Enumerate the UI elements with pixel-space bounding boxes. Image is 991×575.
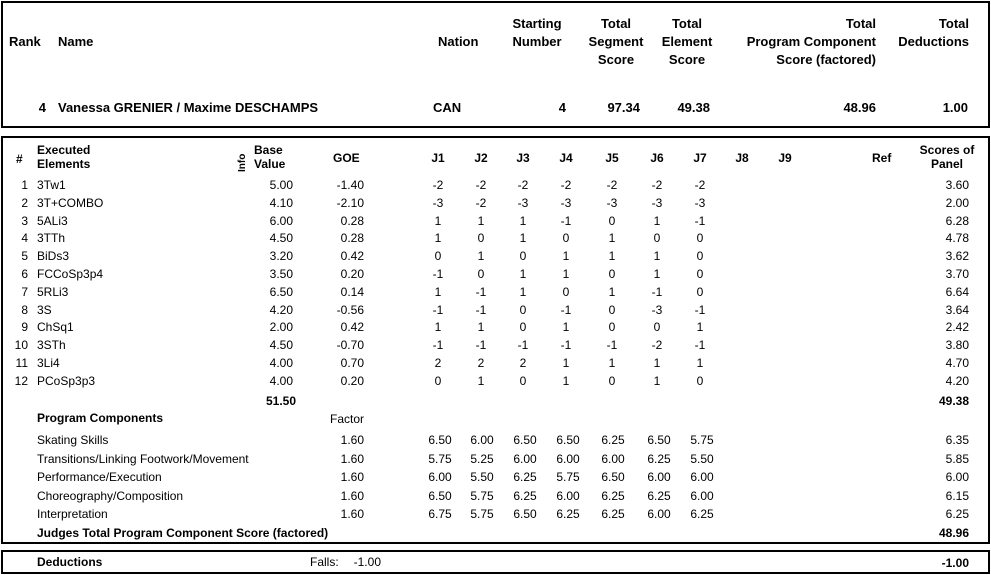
element-judge-score: 1 bbox=[653, 356, 661, 370]
header-deductions: Total Deductions bbox=[898, 16, 969, 49]
element-judge-score: -1 bbox=[475, 302, 487, 317]
element-panel-score: 3.62 bbox=[945, 249, 969, 264]
element-judge-score: 1 bbox=[562, 320, 570, 335]
element-judge-score: -1 bbox=[475, 338, 487, 353]
col-j3: J3 bbox=[516, 151, 530, 165]
element-judge-score: -2 bbox=[517, 178, 529, 192]
element-goe: 0.28 bbox=[340, 231, 364, 246]
element-goe: -1.40 bbox=[336, 178, 364, 192]
program-components-factor: Factor bbox=[330, 412, 365, 426]
element-judge-score: -2 bbox=[651, 178, 663, 192]
component-judge-score: 6.25 bbox=[601, 507, 625, 522]
component-judge-score: 6.50 bbox=[513, 433, 537, 447]
element-judge-score: 1 bbox=[562, 356, 570, 370]
component-panel-score: 6.15 bbox=[945, 488, 969, 503]
element-judge-score: -1 bbox=[432, 302, 444, 317]
element-judge-score: -1 bbox=[432, 338, 444, 353]
element-judge-score: -3 bbox=[694, 195, 706, 210]
component-judge-score: 6.25 bbox=[513, 470, 537, 485]
element-judge-score: 1 bbox=[434, 213, 442, 228]
header-element-score: Total Element Score bbox=[661, 16, 713, 67]
element-judge-score: 0 bbox=[608, 320, 616, 335]
header-starting-number: Starting Number bbox=[512, 16, 562, 49]
element-judge-score: 1 bbox=[696, 356, 704, 370]
program-components-title: Program Components bbox=[37, 411, 164, 425]
component-judge-score: 6.00 bbox=[513, 451, 537, 466]
element-code: 3Tw1 bbox=[37, 178, 66, 192]
component-judge-score: 6.00 bbox=[647, 470, 671, 485]
element-judge-score: -2 bbox=[432, 178, 444, 192]
element-judge-score: 1 bbox=[562, 249, 570, 264]
deductions-total: -1.00 bbox=[941, 556, 969, 570]
element-judge-score: -1 bbox=[694, 302, 706, 317]
falls-label: Falls: bbox=[310, 555, 339, 569]
element-number: 9 bbox=[21, 320, 28, 335]
component-judge-score: 6.75 bbox=[428, 507, 452, 522]
element-code: BiDs3 bbox=[37, 249, 70, 264]
element-judge-score: 2 bbox=[477, 356, 485, 370]
element-judge-score: -1 bbox=[560, 338, 572, 353]
element-judge-score: -1 bbox=[694, 213, 706, 228]
element-panel-score: 6.28 bbox=[945, 213, 969, 228]
component-judge-score: 6.50 bbox=[556, 433, 580, 447]
col-j8: J8 bbox=[735, 151, 749, 165]
element-code: 3S bbox=[37, 302, 52, 317]
component-judge-score: 6.00 bbox=[556, 488, 580, 503]
component-judge-score: 5.75 bbox=[470, 507, 494, 522]
element-judge-score: 0 bbox=[696, 267, 704, 281]
header-segment-score: Total Segment Score bbox=[588, 16, 644, 67]
element-judge-score: -2 bbox=[475, 178, 487, 192]
element-judge-score: 0 bbox=[696, 373, 704, 388]
col-j5: J5 bbox=[605, 151, 619, 165]
component-judge-score: 5.50 bbox=[690, 451, 714, 466]
components-total-label: Judges Total Program Component Score (factored) bbox=[37, 526, 329, 540]
col-j1: J1 bbox=[431, 151, 445, 165]
element-judge-score: 1 bbox=[477, 320, 485, 335]
element-panel-score: 3.64 bbox=[945, 302, 969, 317]
elements-total-base: 51.50 bbox=[265, 394, 296, 408]
element-base-value: 5.00 bbox=[269, 178, 293, 192]
element-judge-score: 1 bbox=[608, 249, 616, 264]
header-rank: Rank bbox=[9, 34, 41, 49]
element-goe: 0.20 bbox=[340, 267, 364, 281]
component-judge-score: 5.25 bbox=[470, 451, 494, 466]
skater-element-score: 49.38 bbox=[677, 100, 710, 115]
component-judge-score: 6.50 bbox=[601, 470, 625, 485]
element-panel-score: 6.64 bbox=[945, 284, 969, 299]
element-judge-score: 0 bbox=[608, 213, 616, 228]
element-judge-score: 1 bbox=[562, 373, 570, 388]
component-panel-score: 5.85 bbox=[945, 451, 969, 466]
element-judge-score: 0 bbox=[519, 249, 527, 264]
element-code: 5ALi3 bbox=[37, 213, 68, 228]
element-judge-score: 1 bbox=[519, 284, 527, 299]
element-judge-score: -1 bbox=[560, 213, 572, 228]
deductions-label: Deductions bbox=[37, 555, 103, 569]
element-code: 5RLi3 bbox=[37, 284, 69, 299]
element-panel-score: 4.78 bbox=[945, 231, 969, 246]
element-judge-score: 2 bbox=[434, 356, 442, 370]
element-judge-score: -1 bbox=[694, 338, 706, 353]
element-judge-score: 1 bbox=[696, 320, 704, 335]
element-number: 7 bbox=[21, 284, 28, 299]
element-judge-score: 0 bbox=[653, 231, 661, 246]
element-judge-score: -3 bbox=[606, 195, 618, 210]
element-code: PCoSp3p3 bbox=[37, 373, 96, 388]
element-judge-score: 1 bbox=[562, 267, 570, 281]
element-judge-score: -3 bbox=[651, 195, 663, 210]
col-j7: J7 bbox=[693, 151, 707, 165]
element-judge-score: 1 bbox=[653, 373, 661, 388]
element-judge-score: -2 bbox=[606, 178, 618, 192]
element-goe: 0.28 bbox=[340, 213, 364, 228]
element-judge-score: -1 bbox=[475, 284, 487, 299]
element-base-value: 4.00 bbox=[269, 373, 293, 388]
component-factor: 1.60 bbox=[340, 433, 364, 447]
skater-component-score: 48.96 bbox=[843, 100, 876, 115]
element-goe: -2.10 bbox=[336, 195, 364, 210]
element-goe: -0.70 bbox=[336, 338, 364, 353]
element-code: 3TTh bbox=[37, 231, 66, 246]
element-judge-score: -1 bbox=[517, 338, 529, 353]
component-judge-score: 5.75 bbox=[690, 433, 714, 447]
element-code: 3T+COMBO bbox=[37, 195, 104, 210]
component-judge-score: 6.00 bbox=[647, 507, 671, 522]
component-judge-score: 6.25 bbox=[601, 488, 625, 503]
element-panel-score: 2.42 bbox=[945, 320, 969, 335]
element-judge-score: 1 bbox=[477, 213, 485, 228]
element-number: 6 bbox=[21, 267, 28, 281]
element-goe: -0.56 bbox=[336, 302, 364, 317]
element-base-value: 4.20 bbox=[269, 302, 293, 317]
element-judge-score: -1 bbox=[606, 338, 618, 353]
element-judge-score: 1 bbox=[608, 231, 616, 246]
element-goe: 0.70 bbox=[340, 356, 364, 370]
element-panel-score: 3.60 bbox=[945, 178, 969, 192]
element-judge-score: 0 bbox=[519, 373, 527, 388]
element-code: ChSq1 bbox=[37, 320, 74, 335]
col-base-value: Base Value bbox=[254, 143, 286, 171]
component-judge-score: 5.75 bbox=[556, 470, 580, 485]
element-base-value: 3.20 bbox=[269, 249, 293, 264]
element-base-value: 4.50 bbox=[269, 338, 293, 353]
element-number: 4 bbox=[21, 231, 28, 246]
component-judge-score: 5.75 bbox=[470, 488, 494, 503]
element-judge-score: 0 bbox=[519, 302, 527, 317]
element-judge-score: 0 bbox=[519, 320, 527, 335]
element-judge-score: -3 bbox=[560, 195, 572, 210]
element-judge-score: 1 bbox=[434, 284, 442, 299]
element-judge-score: -2 bbox=[694, 178, 706, 192]
component-judge-score: 6.00 bbox=[690, 488, 714, 503]
element-number: 12 bbox=[14, 373, 28, 388]
component-judge-score: 6.00 bbox=[428, 470, 452, 485]
component-name: Performance/Execution bbox=[37, 470, 162, 485]
component-name: Transitions/Linking Footwork/Movement bbox=[37, 451, 249, 466]
element-goe: 0.14 bbox=[340, 284, 364, 299]
col-j9: J9 bbox=[778, 151, 792, 165]
element-judge-score: -3 bbox=[651, 302, 663, 317]
element-goe: 0.42 bbox=[340, 249, 364, 264]
component-judge-score: 6.00 bbox=[556, 451, 580, 466]
element-judge-score: 0 bbox=[608, 302, 616, 317]
element-judge-score: -2 bbox=[560, 178, 572, 192]
element-judge-score: -2 bbox=[475, 195, 487, 210]
component-factor: 1.60 bbox=[340, 451, 364, 466]
element-judge-score: 1 bbox=[434, 320, 442, 335]
component-judge-score: 6.50 bbox=[647, 433, 671, 447]
element-judge-score: 2 bbox=[519, 356, 527, 370]
element-base-value: 4.10 bbox=[269, 195, 293, 210]
element-code: 3Li4 bbox=[37, 356, 60, 370]
element-number: 1 bbox=[21, 178, 28, 192]
falls-value: -1.00 bbox=[353, 555, 381, 569]
element-code: 3STh bbox=[37, 338, 66, 353]
component-judge-score: 6.25 bbox=[601, 433, 625, 447]
component-name: Skating Skills bbox=[37, 433, 109, 447]
element-judge-score: 0 bbox=[653, 320, 661, 335]
component-factor: 1.60 bbox=[340, 507, 364, 522]
element-number: 5 bbox=[21, 249, 28, 264]
skater-segment-score: 97.34 bbox=[607, 100, 640, 115]
element-code: FCCoSp3p4 bbox=[37, 267, 104, 281]
element-judge-score: 1 bbox=[653, 267, 661, 281]
component-judge-score: 6.25 bbox=[647, 488, 671, 503]
component-judge-score: 6.25 bbox=[647, 451, 671, 466]
element-judge-score: 0 bbox=[696, 284, 704, 299]
col-executed-elements: Executed Elements bbox=[37, 143, 91, 171]
element-number: 8 bbox=[21, 302, 28, 317]
component-judge-score: 6.50 bbox=[428, 488, 452, 503]
element-judge-score: 1 bbox=[608, 284, 616, 299]
element-judge-score: -1 bbox=[432, 267, 444, 281]
component-panel-score: 6.00 bbox=[945, 470, 969, 485]
element-number: 10 bbox=[14, 338, 28, 353]
component-judge-score: 6.00 bbox=[470, 433, 494, 447]
component-judge-score: 5.75 bbox=[428, 451, 452, 466]
element-number: 2 bbox=[21, 195, 28, 210]
col-j2: J2 bbox=[474, 151, 488, 165]
header-name: Name bbox=[58, 34, 94, 49]
element-judge-score: 0 bbox=[608, 267, 616, 281]
component-judge-score: 6.00 bbox=[690, 470, 714, 485]
element-judge-score: -1 bbox=[560, 302, 572, 317]
element-judge-score: 0 bbox=[434, 373, 442, 388]
element-panel-score: 4.70 bbox=[945, 356, 969, 370]
col-scores-of-panel: Scores of Panel bbox=[919, 143, 975, 171]
col-number: # bbox=[16, 152, 23, 166]
deductions-box bbox=[1, 550, 990, 574]
element-goe: 0.42 bbox=[340, 320, 364, 335]
component-judge-score: 6.25 bbox=[513, 488, 537, 503]
element-judge-score: 0 bbox=[477, 267, 485, 281]
component-judge-score: 5.50 bbox=[470, 470, 494, 485]
component-name: Interpretation bbox=[37, 507, 108, 522]
element-panel-score: 3.70 bbox=[945, 267, 969, 281]
component-name: Choreography/Composition bbox=[37, 488, 184, 503]
element-judge-score: 1 bbox=[519, 231, 527, 246]
col-goe: GOE bbox=[333, 151, 360, 165]
element-judge-score: -3 bbox=[517, 195, 529, 210]
element-base-value: 4.50 bbox=[269, 231, 293, 246]
element-panel-score: 3.80 bbox=[945, 338, 969, 353]
element-judge-score: -3 bbox=[432, 195, 444, 210]
element-judge-score: 0 bbox=[608, 373, 616, 388]
skater-name: Vanessa GRENIER / Maxime DESCHAMPS bbox=[58, 100, 319, 115]
element-panel-score: 2.00 bbox=[945, 195, 969, 210]
element-base-value: 6.00 bbox=[269, 213, 293, 228]
element-judge-score: 0 bbox=[477, 231, 485, 246]
element-judge-score: 1 bbox=[519, 267, 527, 281]
element-goe: 0.20 bbox=[340, 373, 364, 388]
skater-nation: CAN bbox=[433, 100, 462, 115]
skater-deductions: 1.00 bbox=[942, 100, 968, 115]
col-ref: Ref bbox=[872, 151, 892, 165]
element-base-value: 4.00 bbox=[269, 356, 293, 370]
col-j6: J6 bbox=[650, 151, 664, 165]
col-info: Info bbox=[237, 153, 248, 172]
element-judge-score: 1 bbox=[519, 213, 527, 228]
header-component-score: Total Program Component Score (factored) bbox=[746, 16, 876, 67]
component-judge-score: 6.00 bbox=[601, 451, 625, 466]
component-judge-score: 6.25 bbox=[690, 507, 714, 522]
component-judge-score: 6.50 bbox=[513, 507, 537, 522]
components-total-value: 48.96 bbox=[938, 526, 969, 540]
element-judge-score: -1 bbox=[651, 284, 663, 299]
element-base-value: 2.00 bbox=[269, 320, 293, 335]
element-judge-score: 1 bbox=[608, 356, 616, 370]
element-judge-score: 0 bbox=[562, 231, 570, 246]
element-judge-score: 1 bbox=[653, 249, 661, 264]
skater-rank: 4 bbox=[38, 100, 46, 115]
component-panel-score: 6.25 bbox=[945, 507, 969, 522]
component-panel-score: 6.35 bbox=[945, 433, 969, 447]
element-base-value: 6.50 bbox=[269, 284, 293, 299]
element-judge-score: 0 bbox=[696, 249, 704, 264]
element-judge-score: 1 bbox=[434, 231, 442, 246]
component-factor: 1.60 bbox=[340, 488, 364, 503]
element-judge-score: -2 bbox=[651, 338, 663, 353]
skater-starting-number: 4 bbox=[558, 100, 566, 115]
element-judge-score: 1 bbox=[477, 249, 485, 264]
component-judge-score: 6.25 bbox=[556, 507, 580, 522]
element-judge-score: 0 bbox=[562, 284, 570, 299]
col-j4: J4 bbox=[559, 151, 573, 165]
header-nation: Nation bbox=[438, 34, 479, 49]
element-judge-score: 0 bbox=[434, 249, 442, 264]
element-base-value: 3.50 bbox=[269, 267, 293, 281]
element-judge-score: 1 bbox=[477, 373, 485, 388]
component-factor: 1.60 bbox=[340, 470, 364, 485]
element-number: 11 bbox=[15, 356, 28, 370]
component-judge-score: 6.50 bbox=[428, 433, 452, 447]
element-judge-score: 0 bbox=[696, 231, 704, 246]
elements-total-panel: 49.38 bbox=[938, 394, 969, 408]
element-number: 3 bbox=[21, 213, 28, 228]
element-panel-score: 4.20 bbox=[945, 373, 969, 388]
element-judge-score: 1 bbox=[653, 213, 661, 228]
